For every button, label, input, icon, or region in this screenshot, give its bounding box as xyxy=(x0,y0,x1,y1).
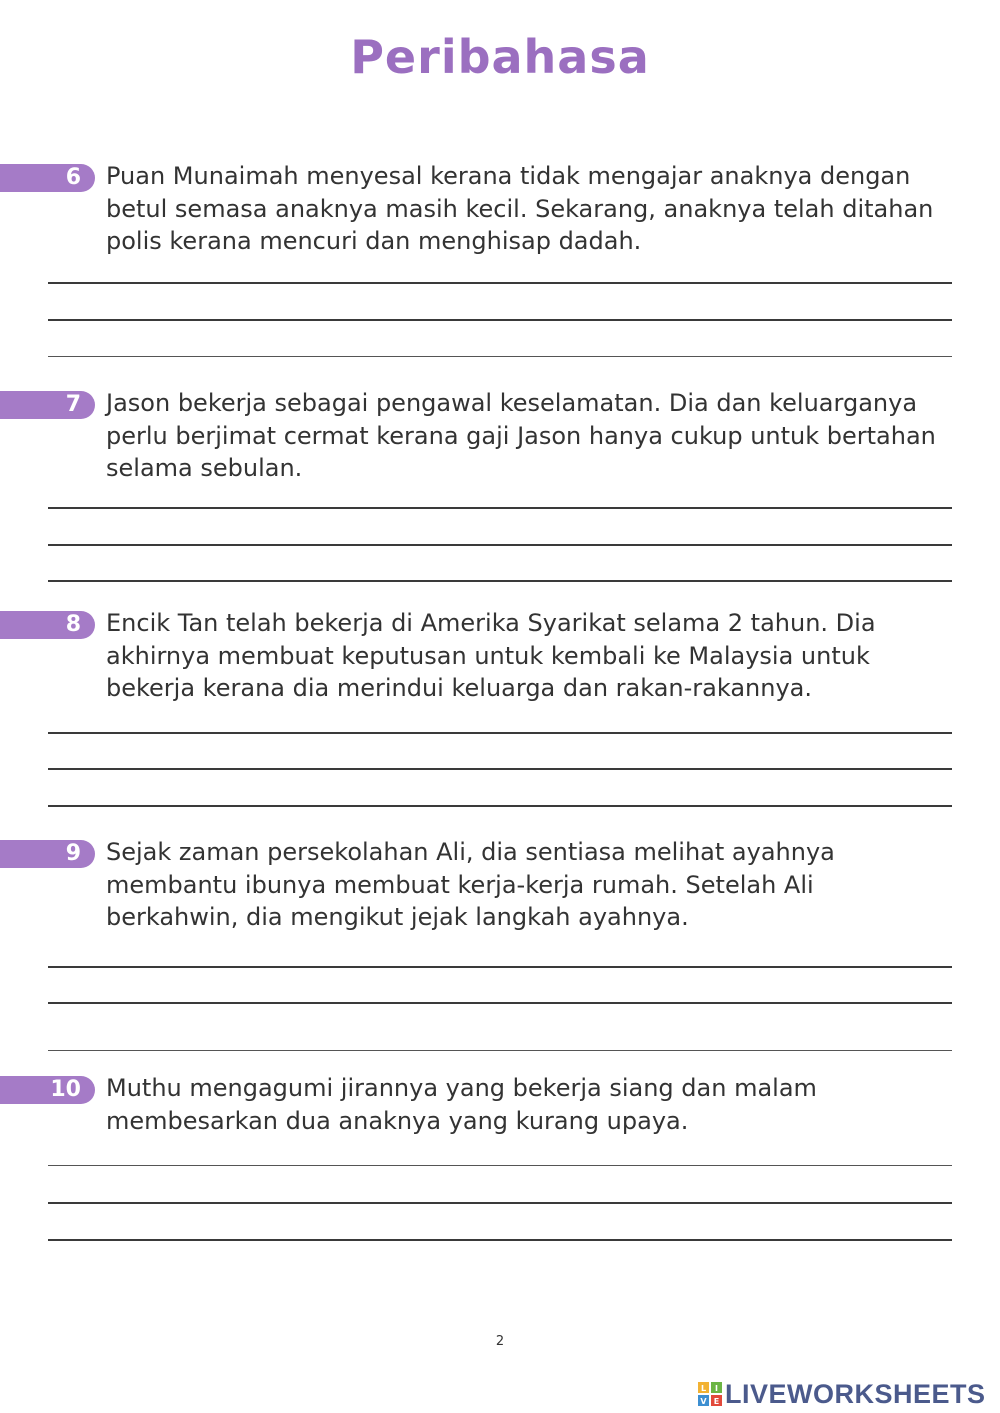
question-number-badge: 9 xyxy=(0,840,95,868)
answer-line[interactable] xyxy=(48,282,952,284)
question-text xyxy=(106,387,956,485)
answer-line[interactable] xyxy=(48,732,952,734)
answer-line[interactable] xyxy=(48,1202,952,1204)
page-number: 2 xyxy=(495,1334,505,1349)
question-text-line: berkahwin, dia mengikut jejak langkah ayahnya. xyxy=(106,903,689,931)
brand-text: LIVEWORKSHEETS xyxy=(725,1378,986,1409)
question-text xyxy=(106,160,956,258)
question-number-badge: 8 xyxy=(0,611,95,639)
question-text-line: akhirnya membuat keputusan untuk kembali ke Malaysia untuk xyxy=(106,641,870,670)
answer-line[interactable] xyxy=(48,580,952,582)
answer-line[interactable] xyxy=(48,319,952,321)
question-text-line: perlu berjimat cermat kerana gaji Jason hanya cukup untuk bertahan xyxy=(106,421,936,450)
question-text-line: membesarkan dua anaknya yang kurang upaya. xyxy=(106,1106,689,1135)
answer-line[interactable] xyxy=(48,356,952,357)
answer-line[interactable] xyxy=(48,1050,952,1051)
liveworksheets-brand[interactable] xyxy=(697,1378,986,1410)
question-text-line: Sejak zaman persekolahan Ali, dia sentiasa melihat ayahnya xyxy=(106,838,835,866)
answer-line[interactable] xyxy=(48,966,952,968)
answer-line[interactable] xyxy=(48,544,952,546)
question-text-line: Jason bekerja sebagai pengawal keselamatan. Dia dan keluarganya xyxy=(106,389,918,417)
logo-letter: I xyxy=(715,1384,718,1393)
answer-line[interactable] xyxy=(48,507,952,509)
question-text xyxy=(106,607,956,705)
question-text-line: polis kerana mencuri dan menghisap dadah. xyxy=(106,227,642,255)
question-text-line: bekerja kerana dia merindui keluarga dan rakan-rakannya. xyxy=(106,674,813,702)
answer-line[interactable] xyxy=(48,1165,952,1166)
liveworksheets-logo-icon xyxy=(697,1381,723,1407)
answer-line[interactable] xyxy=(48,805,952,807)
logo-letter: V xyxy=(700,1397,707,1406)
question-text xyxy=(106,1072,956,1137)
question-text xyxy=(106,836,956,934)
question-number-badge: 6 xyxy=(0,164,95,192)
answer-line[interactable] xyxy=(48,768,952,770)
answer-line[interactable] xyxy=(48,1002,952,1004)
question-number-badge: 7 xyxy=(0,391,95,419)
question-text-line: betul semasa anaknya masih kecil. Sekarang, anaknya telah ditahan xyxy=(106,194,934,223)
answer-line[interactable] xyxy=(48,1239,952,1241)
question-text-line: membantu ibunya membuat kerja-kerja rumah. Setelah Ali xyxy=(106,870,814,899)
question-text-line: Encik Tan telah bekerja di Amerika Syarikat selama 2 tahun. Dia xyxy=(106,609,876,637)
question-text-line: selama sebulan. xyxy=(106,454,303,482)
question-number-badge: 10 xyxy=(0,1076,95,1104)
question-text-line: Muthu mengagumi jirannya yang bekerja siang dan malam xyxy=(106,1074,817,1102)
page-title: Peribahasa xyxy=(350,30,650,84)
logo-letter: L xyxy=(700,1384,707,1393)
question-text-line: Puan Munaimah menyesal kerana tidak mengajar anaknya dengan xyxy=(106,162,911,190)
logo-letter: E xyxy=(713,1397,720,1406)
